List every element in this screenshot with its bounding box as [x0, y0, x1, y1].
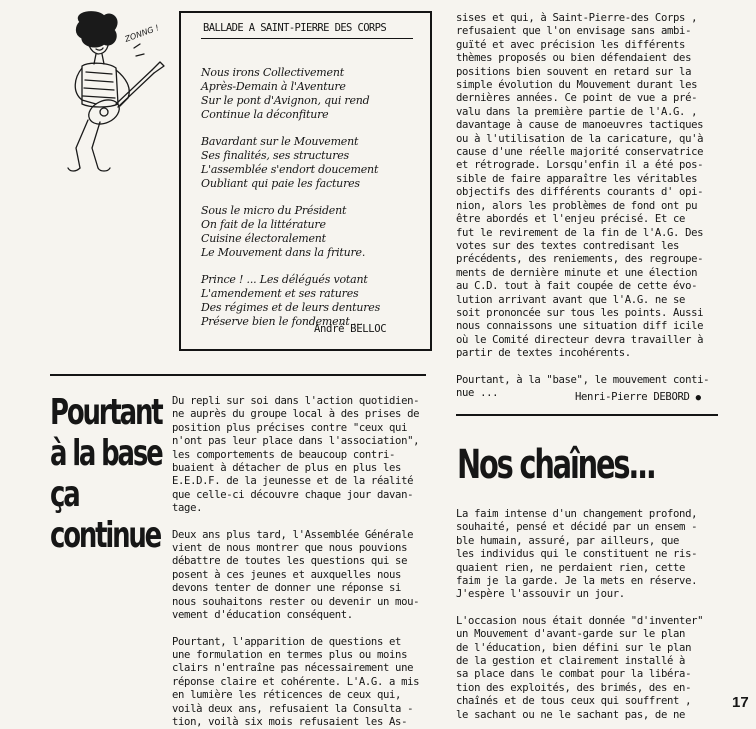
bullet-icon: ● — [696, 393, 701, 403]
text-line: vement d'éducation conséquent. — [172, 609, 434, 622]
text-line: quaient rien, ne perdaient rien, cette — [456, 562, 718, 575]
signature — [575, 391, 701, 405]
text-line: nous connaissons une situation diff icile — [456, 320, 718, 333]
poem-line: Sur le pont d'Avignon, qui rend — [201, 94, 380, 108]
text-line: réponse claire et cohérente. L'A.G. a mis — [172, 676, 434, 689]
poem-body — [201, 66, 380, 342]
poem-line: Bavardant sur le Mouvement — [201, 135, 380, 149]
headline-line: continue — [50, 515, 136, 556]
text-line: débattre de toutes les questions qui se — [172, 555, 434, 568]
text-line: une formulation en termes plus ou moins — [172, 649, 434, 662]
text-line: devons tenter de donner une réponse si — [172, 582, 434, 595]
poem-line: Des régimes et de leurs dentures — [201, 301, 380, 315]
text-line: soit prononcée sur tous les points. Aussi — [456, 307, 718, 320]
article-body-left — [172, 395, 434, 729]
poem-stanza — [201, 273, 380, 329]
text-line: ne auprès du groupe local à des prises de — [172, 408, 434, 421]
text-line: J'espère l'assouvir un jour. — [456, 588, 718, 601]
signature-name: Henri-Pierre DEBORD — [575, 391, 690, 403]
page-number: 17 — [732, 694, 749, 711]
paragraph — [172, 529, 434, 623]
headline-line: à la base — [50, 433, 136, 474]
text-line: partir de textes incohérents. — [456, 347, 718, 360]
headline-line: ça — [50, 474, 136, 515]
text-line: Pourtant, l'apparition de questions et — [172, 636, 434, 649]
text-line: posent à ces jeunes et auxquelles nous — [172, 569, 434, 582]
text-line: Deux ans plus tard, l'Assemblée Générale — [172, 529, 434, 542]
text-line: nion, alors les problèmes de fond ont pu — [456, 200, 718, 213]
text-line: dernières années. Ce point de vue a pré- — [456, 92, 718, 105]
text-line: où le Comité directeur devra travailler à — [456, 334, 718, 347]
poem-line: On fait de la littérature — [201, 218, 380, 232]
paragraph — [172, 636, 434, 729]
article-continuation — [456, 12, 718, 400]
poem-line: Continue la déconfiture — [201, 108, 380, 122]
text-line: nous souhaitons rester ou devenir un mou- — [172, 596, 434, 609]
poem-line: Prince ! ... Les délégués votant — [201, 273, 380, 287]
text-line: sises et qui, à Saint-Pierre-des Corps , — [456, 12, 718, 25]
text-line: être abordés et l'enjeu précisé. Et ce — [456, 213, 718, 226]
text-line: de l'éducation, bien défini sur le plan — [456, 642, 718, 655]
poem-stanza — [201, 135, 380, 191]
text-line: guïté et avec précision les différents — [456, 39, 718, 52]
text-line: refusaient que l'on envisage sans ambi- — [456, 25, 718, 38]
text-line: L'occasion nous était donnée "d'inventer" — [456, 615, 718, 628]
text-line: tion, voilà six mois refusaient les As- — [172, 716, 434, 729]
poem-stanza — [201, 66, 380, 122]
poem-line: Cuisine électoralement — [201, 232, 380, 246]
text-line: les comportements de beaucoup contri- — [172, 449, 434, 462]
article-body-right — [456, 508, 718, 722]
poem-box — [179, 11, 432, 351]
poem-line: Après-Demain à l'Aventure — [201, 80, 380, 94]
text-line: chaînés et de tous ceux qui souffrent , — [456, 695, 718, 708]
text-line: thèmes proposés ou bien défendaient des — [456, 52, 718, 65]
speech-text: ZONNG ! — [123, 23, 161, 44]
text-line: souhaité, pensé et décidé par un ensem - — [456, 521, 718, 534]
text-line: et rétrograde. Lorsqu'enfin il a été pos- — [456, 159, 718, 172]
text-line: un Mouvement d'avant-garde sur le plan — [456, 628, 718, 641]
poem-line: Nous irons Collectivement — [201, 66, 380, 80]
text-line: position plus précises contre "ceux qui — [172, 422, 434, 435]
text-line: E.E.D.F. de la jeunesse et de la réalité — [172, 475, 434, 488]
text-line: que celle-ci découvre chaque jour davan- — [172, 489, 434, 502]
text-line: tion des exploités, des brimés, des en- — [456, 682, 718, 695]
text-line: en lumière les réticences de ceux qui, — [172, 689, 434, 702]
text-line: sible de faire apparaître les véritables — [456, 173, 718, 186]
text-line: vient de nous montrer que nous pouvions — [172, 542, 434, 555]
text-line: positions bien souvent en retard sur la — [456, 66, 718, 79]
poem-author: André BELLOC — [314, 323, 386, 336]
text-line: buaient à détacher de plus en plus les — [172, 462, 434, 475]
section-divider-right — [456, 414, 718, 416]
text-line: au C.D. tout à fait coupée de cette évo- — [456, 280, 718, 293]
headline-line: Pourtant — [50, 392, 136, 433]
text-line: n'ont pas leur place dans l'association", — [172, 435, 434, 448]
text-line: ou à l'utilisation de la caricature, qu'à — [456, 133, 718, 146]
text-line: objectifs des différents courants d' opi- — [456, 186, 718, 199]
text-line: Pourtant, à la "base", le mouvement conti- — [456, 374, 718, 387]
paragraph — [172, 395, 434, 516]
text-line: davantage à cause de manoeuvres tactiques — [456, 119, 718, 132]
text-line: de la gestion et clairement installé à — [456, 655, 718, 668]
paragraph — [456, 615, 718, 722]
poem-line: Ses finalités, ses structures — [201, 149, 380, 163]
poem-line: Préserve bien le fondement ... — [201, 315, 380, 329]
poem-line: Le Mouvement dans la friture. — [201, 246, 380, 260]
text-line: sa place dans le combat pour la libéra- — [456, 668, 718, 681]
text-line: précédents, des reniements, des regroupe- — [456, 253, 718, 266]
poem-stanza — [201, 204, 380, 260]
text-line: les individus qui le constituent ne ris- — [456, 548, 718, 561]
text-line: ments de dernière minute et une élection — [456, 267, 718, 280]
poem-title-underline — [201, 38, 413, 39]
text-line: le sachant ou ne le sachant pas, de ne — [456, 709, 718, 722]
text-line: simple évolution du Mouvement durant les — [456, 79, 718, 92]
text-line: faim je la garde. Je la mets en réserve. — [456, 575, 718, 588]
text-line: fut le revirement de la fin de l'A.G. Des — [456, 227, 718, 240]
text-line: tage. — [172, 502, 434, 515]
text-line: votes sur des textes contredisant les — [456, 240, 718, 253]
headline-nos-chaines: Nos chaînes... — [457, 442, 655, 488]
text-line: Du repli sur soi dans l'action quotidien- — [172, 395, 434, 408]
text-line: valu dans la première partie de l'A.G. , — [456, 106, 718, 119]
poem-title: BALLADE A SAINT-PIERRE DES CORPS — [203, 21, 386, 35]
poem-line: L'assemblée s'endort doucement — [201, 163, 380, 177]
poem-line: L'amendement et ses ratures — [201, 287, 380, 301]
headline-pourtant — [50, 392, 170, 556]
text-line: La faim intense d'un changement profond, — [456, 508, 718, 521]
poem-line: Sous le micro du Président — [201, 204, 380, 218]
text-line: cause d'une réelle majorité conservatrice — [456, 146, 718, 159]
text-line: ble humain, assuré, par ailleurs, que — [456, 535, 718, 548]
text-line: nue ... — [456, 387, 718, 400]
text-line: lution arrivant avant que l'A.G. ne se — [456, 294, 718, 307]
text-line: voilà deux ans, refusaient la Consulta - — [172, 703, 434, 716]
text-line: clairs n'entraîne pas nécessairement une — [172, 662, 434, 675]
section-divider-left — [50, 374, 426, 376]
mandolin-player-illustration — [52, 8, 170, 176]
paragraph — [456, 508, 718, 602]
poem-line: Oubliant qui paie les factures — [201, 177, 380, 191]
